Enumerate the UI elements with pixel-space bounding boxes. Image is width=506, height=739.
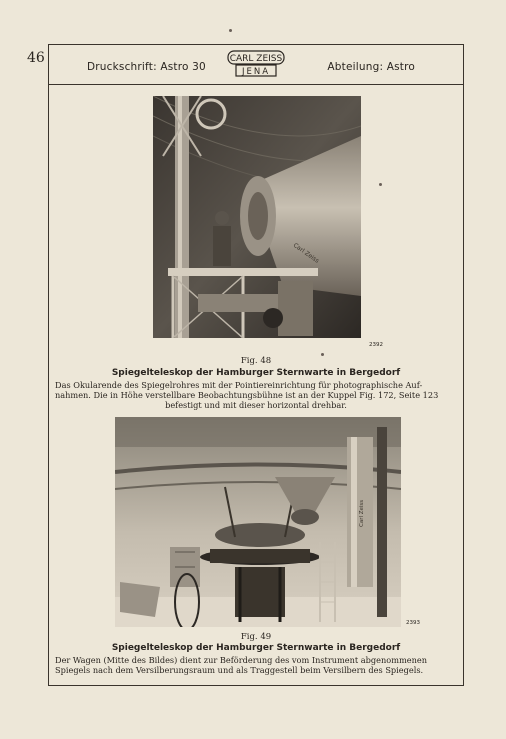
figure-48-label: Fig. 48 [240, 356, 272, 366]
figure-49-photo [115, 417, 401, 627]
zeiss-logo [227, 50, 285, 78]
figure-49-description [55, 655, 457, 675]
page-number: 46 [27, 50, 45, 66]
figure-48-desc-line: befestigt und mit dieser horizontal drehbar. [165, 400, 347, 410]
logo-text-top: CARL ZEISS [229, 54, 283, 64]
paper-speck [229, 29, 232, 32]
figure-48-desc-line: nahmen. Die in Höhe verstellbare Beobachtungsbühne ist an der Kuppel Fig. 172, Seite 123 [55, 390, 439, 400]
figure-49-title: Spiegelteleskop der Hamburger Sternwarte in Bergedorf [111, 643, 401, 653]
figure-49-desc-line: Spiegels nach dem Versilberungsraum und als Traggestell beim Versilbern des Spiegels. [55, 665, 424, 675]
figure-48-title: Spiegelteleskop der Hamburger Sternwarte in Bergedorf [111, 368, 401, 378]
figure-49-plate-number: 2393 [406, 620, 420, 626]
figure-48-desc-line: Das Okularende des Spiegelrohres mit der Pointiereinrichtung für photographische Auf- [55, 380, 423, 390]
tube-lettering: Carl Zeiss [359, 499, 365, 527]
header-publication: Druckschrift: Astro 30 [87, 61, 206, 73]
tube-lettering: Carl Zeiss [291, 241, 321, 265]
header-divider [49, 84, 463, 85]
figure-48-plate-number: 2392 [369, 342, 383, 348]
figure-48-description [55, 380, 457, 410]
header-department: Abteilung: Astro [327, 61, 415, 73]
page-frame [48, 44, 464, 686]
figure-49-desc-line: Der Wagen (Mitte des Bildes) dient zur Beförderung des vom Instrument abgenommenen [55, 655, 427, 665]
logo-text-bottom: JENA [241, 67, 271, 77]
figure-48-photo [153, 96, 361, 338]
figure-49-label: Fig. 49 [240, 632, 272, 642]
